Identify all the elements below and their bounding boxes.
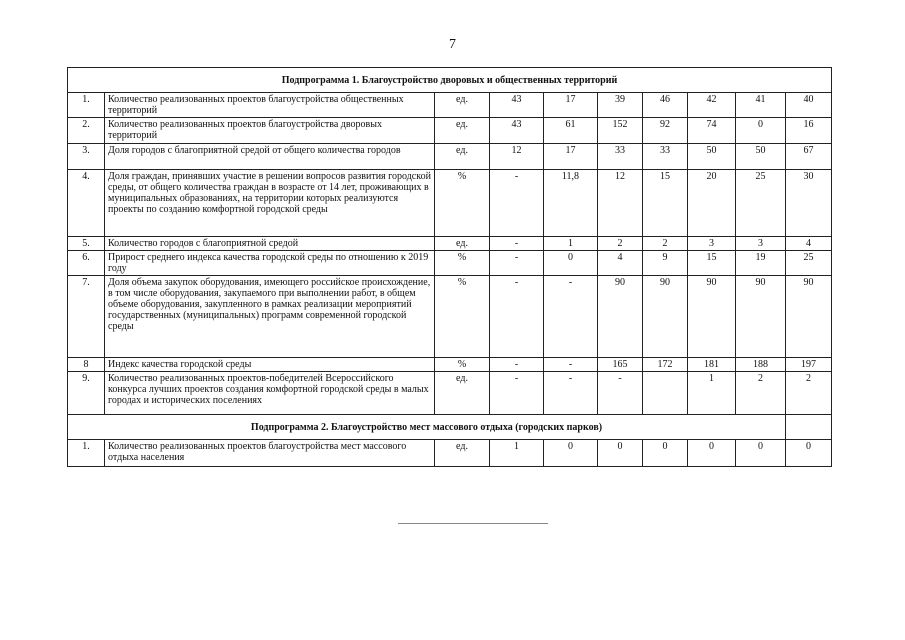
row-number: 5. xyxy=(68,237,105,251)
value-cell: 172 xyxy=(643,358,688,372)
unit-cell: ед. xyxy=(435,372,490,415)
value-cell: 19 xyxy=(736,251,786,276)
value-cell: 0 xyxy=(736,118,786,144)
indicators-table xyxy=(67,67,832,467)
value-cell: 50 xyxy=(688,144,736,170)
value-cell: 0 xyxy=(643,440,688,467)
indicator-name: Прирост среднего индекса качества городской среды по отношению к 2019 году xyxy=(105,251,435,276)
value-cell: 20 xyxy=(688,170,736,237)
value-cell: 46 xyxy=(643,93,688,118)
value-cell: - xyxy=(544,372,598,415)
row-number: 2. xyxy=(68,118,105,144)
indicator-name: Количество реализованных проектов благоустройства общественных территорий xyxy=(105,93,435,118)
value-cell: 197 xyxy=(786,358,832,372)
table-body xyxy=(68,68,832,467)
value-cell: 4 xyxy=(598,251,643,276)
row-number: 1. xyxy=(68,93,105,118)
value-cell: - xyxy=(544,358,598,372)
value-cell: 16 xyxy=(786,118,832,144)
value-cell: 90 xyxy=(643,276,688,358)
row-number: 4. xyxy=(68,170,105,237)
footnote-divider xyxy=(398,523,548,524)
value-cell: 1 xyxy=(490,440,544,467)
indicator-name: Количество реализованных проектов благоустройства мест массового отдыха населения xyxy=(105,440,435,467)
value-cell: 61 xyxy=(544,118,598,144)
value-cell: 0 xyxy=(544,251,598,276)
value-cell: 15 xyxy=(643,170,688,237)
value-cell: 12 xyxy=(490,144,544,170)
row-number: 7. xyxy=(68,276,105,358)
indicator-name: Индекс качества городской среды xyxy=(105,358,435,372)
row-number: 1. xyxy=(68,440,105,467)
value-cell: 2 xyxy=(786,372,832,415)
table-row xyxy=(68,276,832,358)
table-row xyxy=(68,118,832,144)
section-header-row xyxy=(68,68,832,93)
indicator-name: Доля граждан, принявших участие в решении вопросов развития городской среды, от общего количества граждан в возрасте от 14 лет, проживающих в муниципальных образованиях, на территории которых реализуются проекты по созданию комфортной городской среды xyxy=(105,170,435,237)
value-cell: 11,8 xyxy=(544,170,598,237)
value-cell: 90 xyxy=(598,276,643,358)
table-row xyxy=(68,170,832,237)
section-title: Подпрограмма 1. Благоустройство дворовых и общественных территорий xyxy=(68,68,832,93)
indicator-name: Доля городов с благоприятной средой от общего количества городов xyxy=(105,144,435,170)
value-cell: 43 xyxy=(490,93,544,118)
section-header-row xyxy=(68,415,832,440)
table-row xyxy=(68,358,832,372)
value-cell: 1 xyxy=(688,372,736,415)
value-cell: 0 xyxy=(736,440,786,467)
table-row xyxy=(68,237,832,251)
section-blank-cell xyxy=(786,415,832,440)
table-row xyxy=(68,144,832,170)
value-cell: 15 xyxy=(688,251,736,276)
value-cell: - xyxy=(598,372,643,415)
table-row xyxy=(68,372,832,415)
value-cell: 0 xyxy=(786,440,832,467)
page-number: 7 xyxy=(449,37,456,52)
value-cell: 41 xyxy=(736,93,786,118)
unit-cell: ед. xyxy=(435,93,490,118)
value-cell: 25 xyxy=(736,170,786,237)
unit-cell: % xyxy=(435,170,490,237)
value-cell: 0 xyxy=(544,440,598,467)
unit-cell: % xyxy=(435,276,490,358)
value-cell: - xyxy=(490,170,544,237)
table-row xyxy=(68,440,832,467)
value-cell: 40 xyxy=(786,93,832,118)
value-cell: 17 xyxy=(544,144,598,170)
value-cell: - xyxy=(544,276,598,358)
value-cell: 17 xyxy=(544,93,598,118)
value-cell xyxy=(643,372,688,415)
value-cell: 181 xyxy=(688,358,736,372)
row-number: 8 xyxy=(68,358,105,372)
value-cell: 3 xyxy=(736,237,786,251)
value-cell: - xyxy=(490,372,544,415)
value-cell: 50 xyxy=(736,144,786,170)
value-cell: 2 xyxy=(643,237,688,251)
row-number: 9. xyxy=(68,372,105,415)
value-cell: 33 xyxy=(643,144,688,170)
row-number: 3. xyxy=(68,144,105,170)
value-cell: 42 xyxy=(688,93,736,118)
value-cell: 67 xyxy=(786,144,832,170)
indicator-name: Количество городов с благоприятной средой xyxy=(105,237,435,251)
unit-cell: ед. xyxy=(435,440,490,467)
value-cell: - xyxy=(490,237,544,251)
value-cell: 9 xyxy=(643,251,688,276)
value-cell: 2 xyxy=(598,237,643,251)
value-cell: 90 xyxy=(786,276,832,358)
value-cell: 3 xyxy=(688,237,736,251)
value-cell: 12 xyxy=(598,170,643,237)
value-cell: - xyxy=(490,276,544,358)
table-row xyxy=(68,251,832,276)
section-title: Подпрограмма 2. Благоустройство мест массового отдыха (городских парков) xyxy=(68,415,786,440)
value-cell: 4 xyxy=(786,237,832,251)
value-cell: - xyxy=(490,358,544,372)
row-number: 6. xyxy=(68,251,105,276)
unit-cell: ед. xyxy=(435,118,490,144)
value-cell: 0 xyxy=(598,440,643,467)
value-cell: 165 xyxy=(598,358,643,372)
table-row xyxy=(68,93,832,118)
value-cell: 43 xyxy=(490,118,544,144)
value-cell: - xyxy=(490,251,544,276)
value-cell: 188 xyxy=(736,358,786,372)
value-cell: 1 xyxy=(544,237,598,251)
value-cell: 33 xyxy=(598,144,643,170)
unit-cell: ед. xyxy=(435,237,490,251)
unit-cell: ед. xyxy=(435,144,490,170)
value-cell: 0 xyxy=(688,440,736,467)
value-cell: 2 xyxy=(736,372,786,415)
indicator-name: Количество реализованных проектов благоустройства дворовых территорий xyxy=(105,118,435,144)
value-cell: 39 xyxy=(598,93,643,118)
unit-cell: % xyxy=(435,358,490,372)
value-cell: 152 xyxy=(598,118,643,144)
value-cell: 90 xyxy=(688,276,736,358)
value-cell: 25 xyxy=(786,251,832,276)
indicator-name: Количество реализованных проектов-победителей Всероссийского конкурса лучших проектов создания комфортной городской среды в малых городах и исторических поселениях xyxy=(105,372,435,415)
value-cell: 74 xyxy=(688,118,736,144)
value-cell: 30 xyxy=(786,170,832,237)
unit-cell: % xyxy=(435,251,490,276)
indicator-name: Доля объема закупок оборудования, имеющего российское происхождение, в том числе оборудования, закупаемого при выполнении работ, в общем объеме оборудования, закупленного в рамках реализации мероприятий государственных (муниципальных) программ современной городской среды xyxy=(105,276,435,358)
value-cell: 90 xyxy=(736,276,786,358)
value-cell: 92 xyxy=(643,118,688,144)
